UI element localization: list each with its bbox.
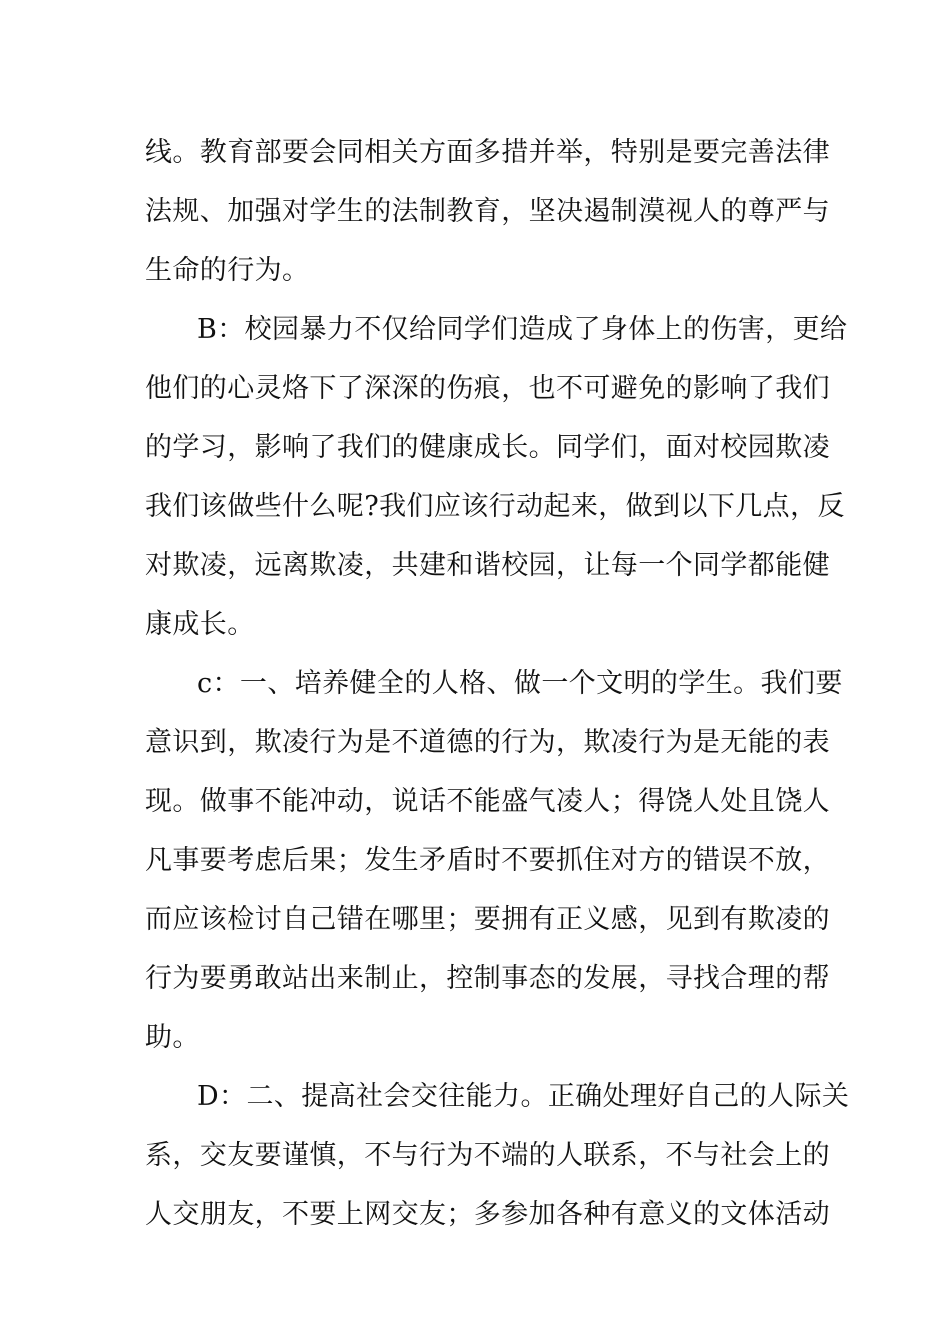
text-line: 线。教育部要会同相关方面多措并举，特别是要完善法律 — [145, 137, 830, 168]
paragraph-d — [145, 1067, 850, 1244]
text-line: 他们的心灵烙下了深深的伤痕，也不可避免的影响了我们 — [145, 373, 830, 404]
text-line: 系，交友要谨慎，不与行为不端的人联系，不与社会上的 — [145, 1140, 830, 1171]
text-line: 助。 — [145, 1022, 200, 1053]
text-line: 现。做事不能冲动，说话不能盛气凌人；得饶人处且饶人 — [145, 786, 830, 817]
text-line: 的学习，影响了我们的健康成长。同学们，面对校园欺凌 — [145, 432, 830, 463]
text-line: B：校园暴力不仅给同学们造成了身体上的伤害，更给 — [197, 314, 848, 345]
text-line: 而应该检讨自己错在哪里；要拥有正义感，见到有欺凌的 — [145, 904, 830, 935]
paragraph-b — [145, 300, 848, 654]
text-line: 法规、加强对学生的法制教育，坚决遏制漠视人的尊严与 — [145, 196, 830, 227]
text-line: 凡事要考虑后果；发生矛盾时不要抓住对方的错误不放， — [145, 845, 830, 876]
text-line: 我们该做些什么呢?我们应该行动起来，做到以下几点，反 — [145, 491, 845, 522]
paragraph-continuation — [145, 123, 830, 300]
text-line: 康成长。 — [145, 609, 255, 640]
document-body — [145, 123, 850, 1244]
text-line: 生命的行为。 — [145, 255, 310, 286]
text-line: 对欺凌，远离欺凌，共建和谐校园，让每一个同学都能健 — [145, 550, 830, 581]
text-line: 行为要勇敢站出来制止，控制事态的发展，寻找合理的帮 — [145, 963, 830, 994]
text-line: 人交朋友，不要上网交友；多参加各种有意义的文体活动 — [145, 1199, 830, 1230]
text-line: 意识到，欺凌行为是不道德的行为，欺凌行为是无能的表 — [145, 727, 830, 758]
text-line: c：一、培养健全的人格、做一个文明的学生。我们要 — [197, 668, 843, 699]
paragraph-c — [145, 654, 843, 1067]
text-line: D：二、提高社会交往能力。正确处理好自己的人际关 — [197, 1081, 850, 1112]
